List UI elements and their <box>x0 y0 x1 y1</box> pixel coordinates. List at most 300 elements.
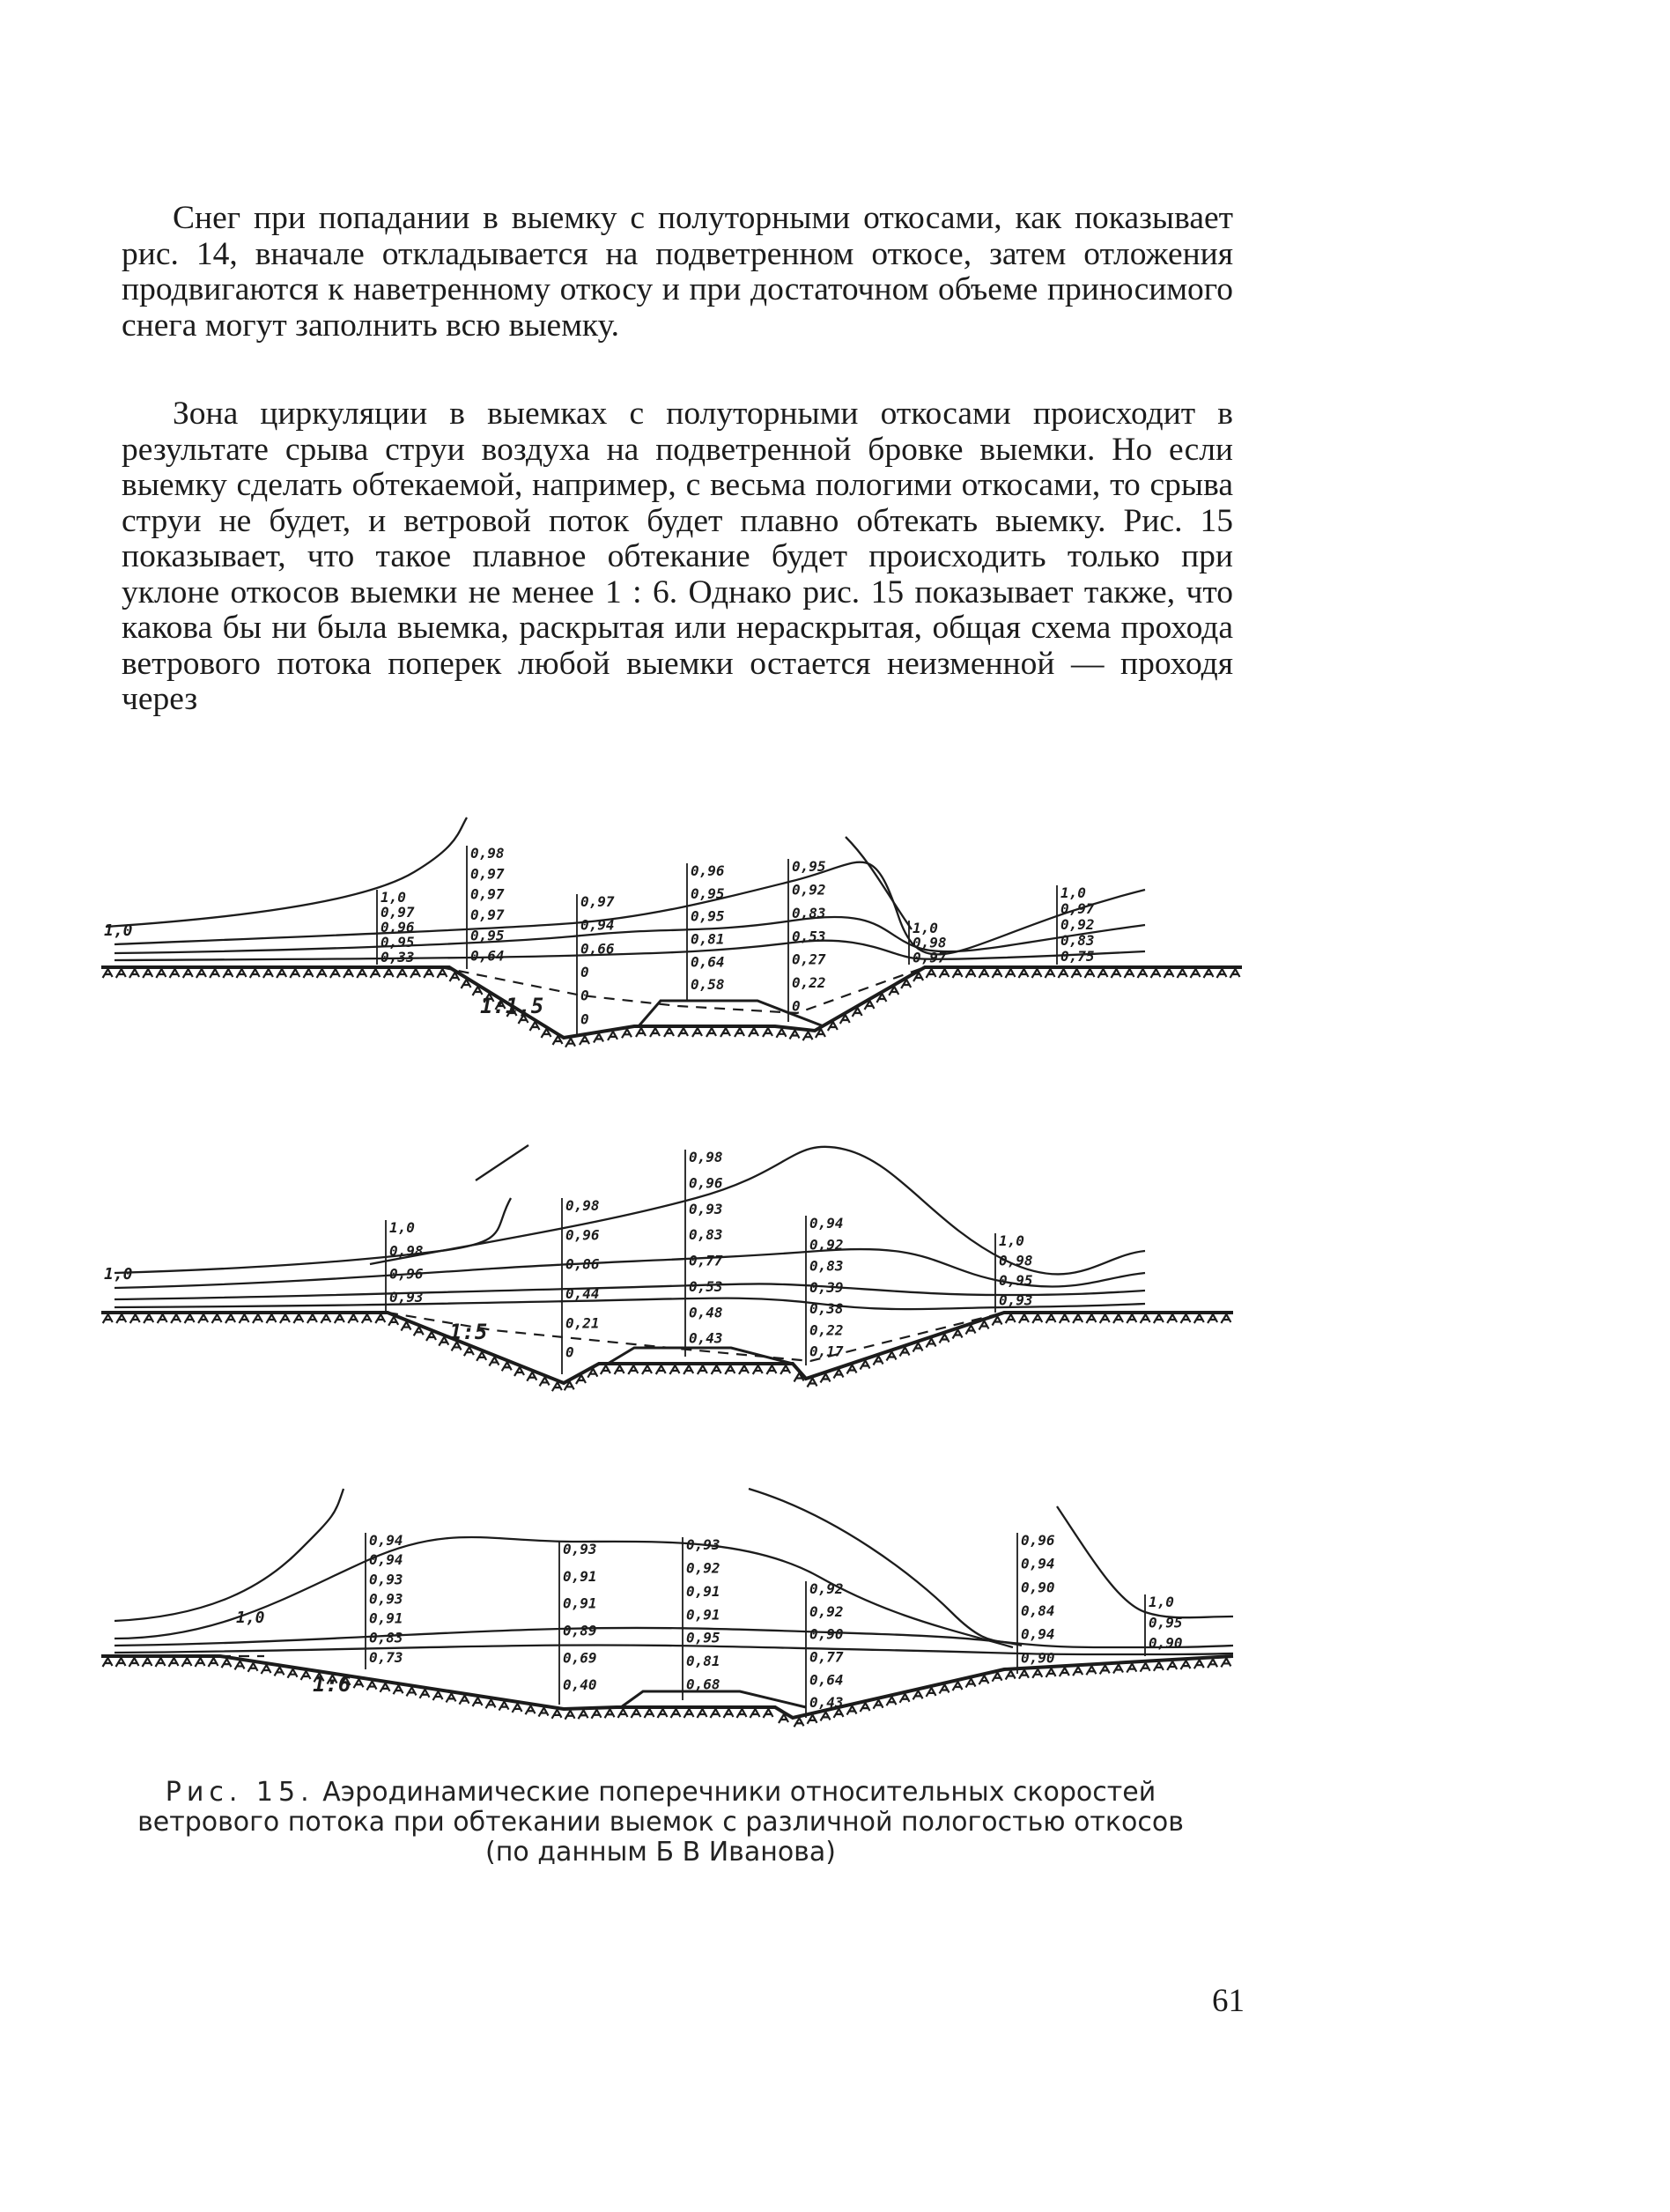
ground-hatch-mark <box>116 969 126 978</box>
streamline-1 <box>115 1198 511 1273</box>
streamline-4 <box>115 1249 1145 1288</box>
ground-hatch-mark <box>1230 969 1240 978</box>
ground-hatch-mark <box>354 1679 364 1688</box>
profile-velocity-value: 0,96 <box>389 1265 424 1283</box>
profile-velocity-value: 0,93 <box>999 1291 1033 1309</box>
ground-hatch-mark <box>777 1029 787 1038</box>
profile-velocity-value: 0 <box>580 964 589 980</box>
profile-velocity-value: 0,90 <box>809 1625 844 1643</box>
profile-velocity-value: 0 <box>792 997 801 1015</box>
ground-hatch-mark <box>103 1658 113 1667</box>
ground-hatch-mark <box>222 1659 232 1668</box>
ground-hatch-mark <box>253 1314 262 1323</box>
ground-hatch-mark <box>437 969 447 978</box>
ground-hatch-mark <box>410 969 420 978</box>
figure-panel-2 <box>101 1145 1233 1391</box>
ground-hatch-mark <box>684 1709 694 1718</box>
ground-hatch-mark <box>185 1314 195 1323</box>
ground-hatch-mark <box>414 1327 424 1335</box>
ground-hatch-mark <box>780 1365 790 1374</box>
ground-hatch-mark <box>433 1691 443 1700</box>
ground-hatch-mark <box>592 1710 602 1719</box>
roadbed-outline <box>621 1691 806 1707</box>
ground-hatch-mark <box>196 969 206 978</box>
ground-hatch-mark <box>248 1663 258 1672</box>
profile-velocity-value: 0,91 <box>369 1609 403 1627</box>
profile-velocity-value: 0,81 <box>691 930 725 948</box>
ground-hatch-mark <box>290 969 299 978</box>
ground-hatch-mark <box>808 1715 817 1724</box>
streamline-3 <box>749 1489 1022 1646</box>
ground-surface-line <box>101 1656 1233 1718</box>
profile-velocity-value: 0,95 <box>999 1272 1033 1289</box>
profile-velocity-value: 0,39 <box>809 1278 844 1296</box>
ground-hatch-mark <box>1019 1314 1029 1323</box>
ground-hatch-mark <box>1032 969 1042 978</box>
profile-velocity-value: 0,92 <box>686 1559 720 1577</box>
profile-velocity-value: 1,0 <box>913 920 938 936</box>
ground-hatch-mark <box>263 969 273 978</box>
ground-hatch-mark <box>725 1365 735 1374</box>
profile-velocity-value: 0,91 <box>563 1567 597 1585</box>
ground-hatch-mark <box>1208 1659 1217 1668</box>
ground-hatch-mark <box>420 1690 430 1698</box>
profile-velocity-value: 0,98 <box>689 1149 723 1165</box>
profile-velocity-value: 0,77 <box>809 1648 844 1666</box>
profile-velocity-value: 0,77 <box>689 1252 723 1269</box>
profile-velocity-value: 0,83 <box>369 1629 403 1646</box>
figure-panel-1 <box>101 817 1242 1047</box>
slope-ratio-label: 1:1,5 <box>480 994 544 1018</box>
profile-velocity-value: 0,93 <box>389 1288 424 1306</box>
ground-hatch-mark <box>526 1705 536 1714</box>
ground-hatch-mark <box>527 1372 536 1381</box>
ground-hatch-mark <box>540 1377 550 1386</box>
ground-hatch-mark <box>671 1709 681 1718</box>
ground-hatch-mark <box>1138 969 1148 978</box>
ground-hatch-mark <box>250 969 260 978</box>
profile-velocity-value: 0,33 <box>381 949 415 965</box>
ground-hatch-mark <box>1194 1660 1204 1668</box>
ground-hatch-mark <box>499 1702 509 1711</box>
streamline-3 <box>115 917 1145 953</box>
ground-hatch-mark <box>753 1365 763 1374</box>
ground-hatch-mark <box>1164 969 1174 978</box>
ground-hatch-mark <box>1167 1661 1177 1670</box>
profile-velocity-value: 0,98 <box>565 1197 600 1214</box>
ground-hatch-mark <box>1208 1314 1217 1323</box>
page-number: 61 <box>1212 1983 1245 2019</box>
ground-hatch-mark <box>1060 1668 1069 1676</box>
ground-hatch-mark <box>1073 1314 1083 1323</box>
ground-hatch-mark <box>821 1712 831 1720</box>
ground-hatch-mark <box>790 1031 800 1039</box>
ground-hatch-mark <box>129 969 139 978</box>
ground-hatch-mark <box>684 1365 693 1374</box>
profile-velocity-value: 0,98 <box>470 845 505 862</box>
ground-hatch-mark <box>763 1028 772 1037</box>
ground-hatch-mark <box>235 1661 245 1669</box>
ground-hatch-mark <box>212 1314 222 1323</box>
ground-hatch-mark <box>388 1317 398 1326</box>
caption-text: Аэродинамические поперечники относительных скоростей ветрового потока при обтекании выемок с различной пологостью откосов (по данным Б В Иванова) <box>137 1777 1184 1868</box>
ground-hatch-mark <box>277 969 286 978</box>
ground-hatch-mark <box>447 1693 456 1702</box>
profile-velocity-value: 0,94 <box>369 1551 403 1569</box>
ground-hatch-mark <box>424 969 433 978</box>
streamline-2 <box>476 1145 528 1180</box>
ground-hatch-mark <box>803 1032 813 1040</box>
profile-velocity-value: 0,92 <box>792 881 826 899</box>
ground-hatch-mark <box>1059 969 1068 978</box>
ground-hatch-mark <box>344 969 353 978</box>
ground-hatch-mark <box>900 1694 910 1703</box>
ground-hatch-mark <box>712 1365 721 1374</box>
profile-velocity-value: 0,96 <box>689 1174 723 1192</box>
profile-velocity-value: 0,92 <box>809 1602 844 1620</box>
ground-hatch-mark <box>669 1365 679 1374</box>
ground-hatch-mark <box>156 969 166 978</box>
ground-hatch-mark <box>993 969 1002 978</box>
profile-velocity-value: 0,97 <box>470 865 505 883</box>
ground-hatch-mark <box>381 1683 390 1692</box>
left-velocity-label: 1,0 <box>104 921 133 940</box>
ground-hatch-mark <box>692 1028 702 1037</box>
ground-hatch-mark <box>737 1709 747 1718</box>
ground-hatch-mark <box>307 1314 317 1323</box>
ground-hatch-mark <box>198 1314 208 1323</box>
ground-hatch-mark <box>1217 969 1227 978</box>
ground-hatch-mark <box>116 1658 126 1667</box>
profile-velocity-value: 0,98 <box>913 934 947 951</box>
profile-velocity-value: 0,93 <box>689 1200 723 1217</box>
profile-velocity-value: 0,68 <box>686 1676 720 1693</box>
profile-velocity-value: 0,83 <box>809 1257 844 1275</box>
streamline-5 <box>115 1284 1145 1299</box>
left-velocity-label: 1,0 <box>104 1265 133 1284</box>
ground-hatch-mark <box>486 1699 496 1708</box>
ground-hatch-mark <box>953 1682 963 1690</box>
ground-hatch-mark <box>645 1709 654 1718</box>
ground-hatch-mark <box>794 1718 804 1727</box>
profile-velocity-value: 0,94 <box>1021 1555 1055 1572</box>
profile-velocity-value: 0,22 <box>809 1321 844 1339</box>
ground-hatch-mark <box>288 1669 298 1678</box>
ground-hatch-mark <box>275 1667 284 1676</box>
ground-hatch-mark <box>847 1706 857 1715</box>
ground-hatch-mark <box>262 1665 271 1674</box>
profile-velocity-value: 0,95 <box>691 907 725 925</box>
ground-hatch-mark <box>874 1700 883 1709</box>
ground-hatch-mark <box>656 1365 666 1374</box>
ground-hatch-mark <box>664 1028 674 1037</box>
streamline-5 <box>115 1625 1233 1647</box>
profile-velocity-value: 0,44 <box>565 1285 600 1302</box>
ground-hatch-mark <box>565 1039 575 1047</box>
profile-velocity-value: 0,93 <box>686 1536 720 1553</box>
ground-hatch-mark <box>321 1314 330 1323</box>
ground-hatch-mark <box>720 1028 730 1037</box>
profile-velocity-value: 0,86 <box>565 1255 600 1273</box>
profile-velocity-value: 0,96 <box>381 919 415 936</box>
ground-hatch-mark <box>1019 1670 1029 1679</box>
ground-hatch-mark <box>1098 969 1108 978</box>
ground-hatch-mark <box>225 1314 235 1323</box>
profile-velocity-value: 0,90 <box>1021 1649 1055 1667</box>
ground-hatch-mark <box>169 1658 179 1667</box>
ground-hatch-mark <box>143 969 152 978</box>
ground-hatch-mark <box>1072 969 1082 978</box>
ground-hatching <box>103 1314 1231 1391</box>
ground-hatch-mark <box>116 1314 126 1323</box>
profile-velocity-value: 0 <box>580 987 589 1004</box>
ground-hatch-mark <box>1006 1314 1016 1323</box>
ground-hatch-mark <box>1112 969 1121 978</box>
ground-hatch-mark <box>678 1028 688 1037</box>
ground-hatch-mark <box>1125 969 1134 978</box>
figure-panel-3 <box>101 1489 1233 1727</box>
ground-surface-line <box>101 967 1242 1038</box>
profile-velocity-value: 0,64 <box>470 947 505 965</box>
profile-velocity-value: 0,83 <box>1060 932 1095 949</box>
ground-hatch-mark <box>1151 969 1161 978</box>
ground-hatch-mark <box>1100 1314 1110 1323</box>
profile-velocity-value: 1,0 <box>999 1232 1024 1249</box>
profile-velocity-value: 0 <box>565 1343 574 1361</box>
profile-velocity-value: 0,53 <box>689 1277 723 1295</box>
ground-hatch-mark <box>539 1708 549 1717</box>
profile-velocity-value: 0,89 <box>563 1622 597 1639</box>
ground-hatch-mark <box>608 1032 617 1040</box>
ground-hatch-mark <box>280 1314 290 1323</box>
ground-hatch-mark <box>1046 1668 1056 1677</box>
ground-hatch-mark <box>1086 1314 1096 1323</box>
ground-hatch-mark <box>749 1028 758 1037</box>
profile-velocity-value: 0,93 <box>563 1541 597 1557</box>
profile-velocity-value: 0,95 <box>691 884 725 902</box>
ground-hatch-mark <box>1113 1665 1123 1674</box>
profile-velocity-value: 0,91 <box>686 1582 720 1600</box>
profile-velocity-value: 0,64 <box>691 953 725 971</box>
ground-hatch-mark <box>594 1034 603 1043</box>
ground-hatch-mark <box>301 1671 311 1680</box>
ground-hatch-mark <box>993 1673 1002 1682</box>
ground-hatch-mark <box>1141 1314 1150 1323</box>
ground-hatch-mark <box>861 1703 870 1712</box>
ground-hatch-mark <box>143 1658 152 1667</box>
ground-hatch-mark <box>552 1710 562 1719</box>
profile-velocity-value: 1,0 <box>389 1219 415 1236</box>
ground-hatch-mark <box>237 969 247 978</box>
ground-hatch-mark <box>927 969 936 978</box>
profile-velocity-value: 0,97 <box>580 893 615 910</box>
profile-velocity-value: 0,97 <box>470 885 505 903</box>
ground-hatch-mark <box>362 1314 372 1323</box>
profile-velocity-value: 0,93 <box>369 1571 403 1588</box>
ground-hatch-mark <box>426 1332 436 1341</box>
profile-velocity-value: 1,0 <box>1149 1594 1174 1610</box>
profile-velocity-value: 0,92 <box>1060 916 1095 933</box>
ground-hatch-mark <box>698 1709 707 1718</box>
ground-hatch-mark <box>223 969 233 978</box>
ground-hatch-mark <box>473 1698 483 1706</box>
profile-velocity-value: 0,90 <box>1149 1634 1183 1652</box>
ground-hatch-mark <box>158 1314 167 1323</box>
ground-hatch-mark <box>979 1676 989 1684</box>
profile-velocity-value: 0,95 <box>1149 1614 1183 1631</box>
ground-hatch-mark <box>514 1367 524 1376</box>
profile-velocity-value: 0,93 <box>369 1590 403 1608</box>
streamline-1 <box>115 1489 344 1621</box>
ground-hatch-mark <box>735 1028 744 1037</box>
ground-hatch-mark <box>464 1347 474 1356</box>
ground-hatch-mark <box>103 969 113 978</box>
ground-hatch-mark <box>1085 969 1095 978</box>
ground-hatch-mark <box>502 1362 512 1371</box>
ground-hatch-mark <box>1019 969 1029 978</box>
ground-hatch-mark <box>144 1314 153 1323</box>
ground-hatch-mark <box>335 1314 344 1323</box>
ground-hatch-mark <box>1141 1663 1150 1672</box>
ground-hatch-mark <box>394 1685 403 1694</box>
profile-velocity-value: 0,64 <box>809 1671 844 1689</box>
ground-hatch-mark <box>460 1696 469 1705</box>
ground-hatch-mark <box>1032 1314 1042 1323</box>
ground-hatch-mark <box>401 1322 410 1331</box>
ground-hatch-mark <box>979 969 989 978</box>
ground-hatch-mark <box>370 969 380 978</box>
profile-velocity-value: 0,53 <box>792 928 826 945</box>
profile-velocity-value: 0,94 <box>809 1215 844 1232</box>
slope-ratio-label: 1:6 <box>313 1672 351 1697</box>
profile-velocity-value: 0,66 <box>580 940 615 958</box>
profile-velocity-value: 0,92 <box>809 1236 844 1254</box>
ground-hatch-mark <box>209 1658 218 1667</box>
ground-hatch-mark <box>628 1365 638 1374</box>
profile-velocity-value: 0,95 <box>792 858 826 875</box>
ground-hatch-mark <box>171 1314 181 1323</box>
profile-velocity-value: 0,97 <box>913 949 947 966</box>
ground-hatch-mark <box>330 969 340 978</box>
ground-hatch-mark <box>913 1690 923 1699</box>
slope-ratio-label: 1:5 <box>449 1320 488 1344</box>
left-velocity-label: 1,0 <box>236 1609 265 1627</box>
ground-hatch-mark <box>642 1365 652 1374</box>
profile-velocity-value: 0,38 <box>809 1300 844 1318</box>
ground-hatch-mark <box>632 1709 641 1718</box>
profile-velocity-value: 0,48 <box>689 1304 723 1321</box>
ground-hatch-mark <box>750 1709 760 1718</box>
ground-hatch-mark <box>927 1688 936 1697</box>
paragraph-2: Зона циркуляции в выемках с полуторными откосами происходит в результате срыва струи воздуха на подветренной бровке выемки. Но если выемку сделать обтекаемой, например, с весьма пологими откосами, то срыва струи не будет, и ветровой поток будет плавно обтекать выемку. Рис. 15 показывает, что такое плавное обтекание будет происходить только при уклоне откосов выемки не менее 1 : 6. Однако рис. 15 показывает также, что какова бы ни была выемка, раскрытая или нераскрытая, общая схема прохода ветрового потока поперек любой выемки остается неизменной — проходя через <box>122 396 1233 717</box>
profile-velocity-value: 0,91 <box>686 1606 720 1624</box>
ground-hatch-mark <box>1086 1666 1096 1675</box>
ground-hatch-mark <box>658 1709 668 1718</box>
profile-velocity-value: 0,94 <box>580 916 615 934</box>
ground-hatch-mark <box>1154 1314 1164 1323</box>
profile-velocity-value: 0,73 <box>369 1648 403 1666</box>
caption-figure-number: Рис. 15. <box>165 1777 314 1808</box>
ground-hatch-mark <box>1032 1669 1042 1678</box>
ground-hatch-mark <box>130 1314 140 1323</box>
ground-hatch-mark <box>375 1314 385 1323</box>
profile-velocity-value: 0,43 <box>689 1329 723 1347</box>
ground-hatch-mark <box>622 1029 632 1038</box>
profile-velocity-value: 0,81 <box>686 1653 720 1670</box>
ground-hatch-mark <box>348 1314 358 1323</box>
ground-hatch-mark <box>618 1709 628 1718</box>
ground-hatch-mark <box>1046 1314 1056 1323</box>
ground-hatch-mark <box>1180 1661 1190 1669</box>
profile-velocity-value: 0,91 <box>563 1594 597 1612</box>
ground-hatch-mark <box>1191 969 1201 978</box>
profile-velocity-value: 0,98 <box>389 1242 424 1260</box>
ground-hatch-mark <box>605 1709 615 1718</box>
ground-hatch-mark <box>196 1658 205 1667</box>
streamline-5 <box>846 837 912 929</box>
ground-hatching <box>103 969 1240 1047</box>
profile-velocity-value: 1,0 <box>1060 884 1086 901</box>
ground-hatch-mark <box>1178 969 1187 978</box>
ground-hatch-mark <box>940 969 950 978</box>
ground-hatch-mark <box>601 1365 610 1374</box>
ground-hatch-mark <box>1006 969 1016 978</box>
ground-hatch-mark <box>513 1704 522 1713</box>
ground-hatch-mark <box>953 969 963 978</box>
profile-velocity-value: 0,92 <box>809 1580 844 1597</box>
ground-hatch-mark <box>887 1697 897 1705</box>
profile-velocity-value: 0,83 <box>689 1226 723 1244</box>
ground-hatch-mark <box>1180 1314 1190 1323</box>
profile-velocity-value: 0,69 <box>563 1649 597 1667</box>
profile-velocity-value: 0,22 <box>792 974 826 992</box>
profile-velocity-value: 0,95 <box>470 927 505 944</box>
paragraph-1: Снег при попадании в выемку с полуторными откосами, как показывает рис. 14, вначале откладывается на подветренном откосе, затем отложения продвигаются к наветренному откосу и при достаточном объеме приносимого снега могут заполнить всю выемку. <box>122 200 1233 344</box>
ground-hatch-mark <box>1100 1665 1110 1674</box>
ground-hatch-mark <box>698 1365 707 1374</box>
streamline-6 <box>115 1298 1145 1310</box>
ground-hatch-mark <box>266 1314 276 1323</box>
profile-velocity-value: 0,17 <box>809 1343 844 1360</box>
profile-velocity-value: 0,94 <box>369 1532 403 1549</box>
ground-hatch-mark <box>317 969 327 978</box>
ground-hatch-mark <box>636 1028 646 1037</box>
profile-velocity-value: 0,97 <box>381 904 415 921</box>
ground-hatch-mark <box>384 969 394 978</box>
ground-hatch-mark <box>615 1365 624 1374</box>
ground-hatch-mark <box>439 1337 448 1346</box>
figure-caption <box>132 1778 1189 1868</box>
profile-velocity-value: 0,97 <box>1060 900 1095 917</box>
ground-hatch-mark <box>706 1028 716 1037</box>
ground-hatch-mark <box>1154 1662 1164 1671</box>
profile-velocity-value: 0 <box>580 1010 589 1028</box>
ground-hatch-mark <box>766 1365 776 1374</box>
ground-hatch-mark <box>303 969 313 978</box>
ground-hatch-mark <box>477 1352 486 1361</box>
profile-velocity-value: 0,96 <box>565 1226 600 1244</box>
ground-hatch-mark <box>1046 969 1055 978</box>
ground-hatch-mark <box>764 1709 773 1718</box>
ground-hatch-mark <box>650 1028 660 1037</box>
ground-hatch-mark <box>579 1710 588 1719</box>
profile-velocity-value: 0,84 <box>1021 1602 1055 1619</box>
ground-hatch-mark <box>711 1709 720 1718</box>
profile-velocity-value: 1,0 <box>381 889 406 906</box>
profile-velocity-value: 0,27 <box>792 951 826 968</box>
ground-hatch-mark <box>1221 1658 1230 1667</box>
ground-hatch-mark <box>940 1684 950 1693</box>
